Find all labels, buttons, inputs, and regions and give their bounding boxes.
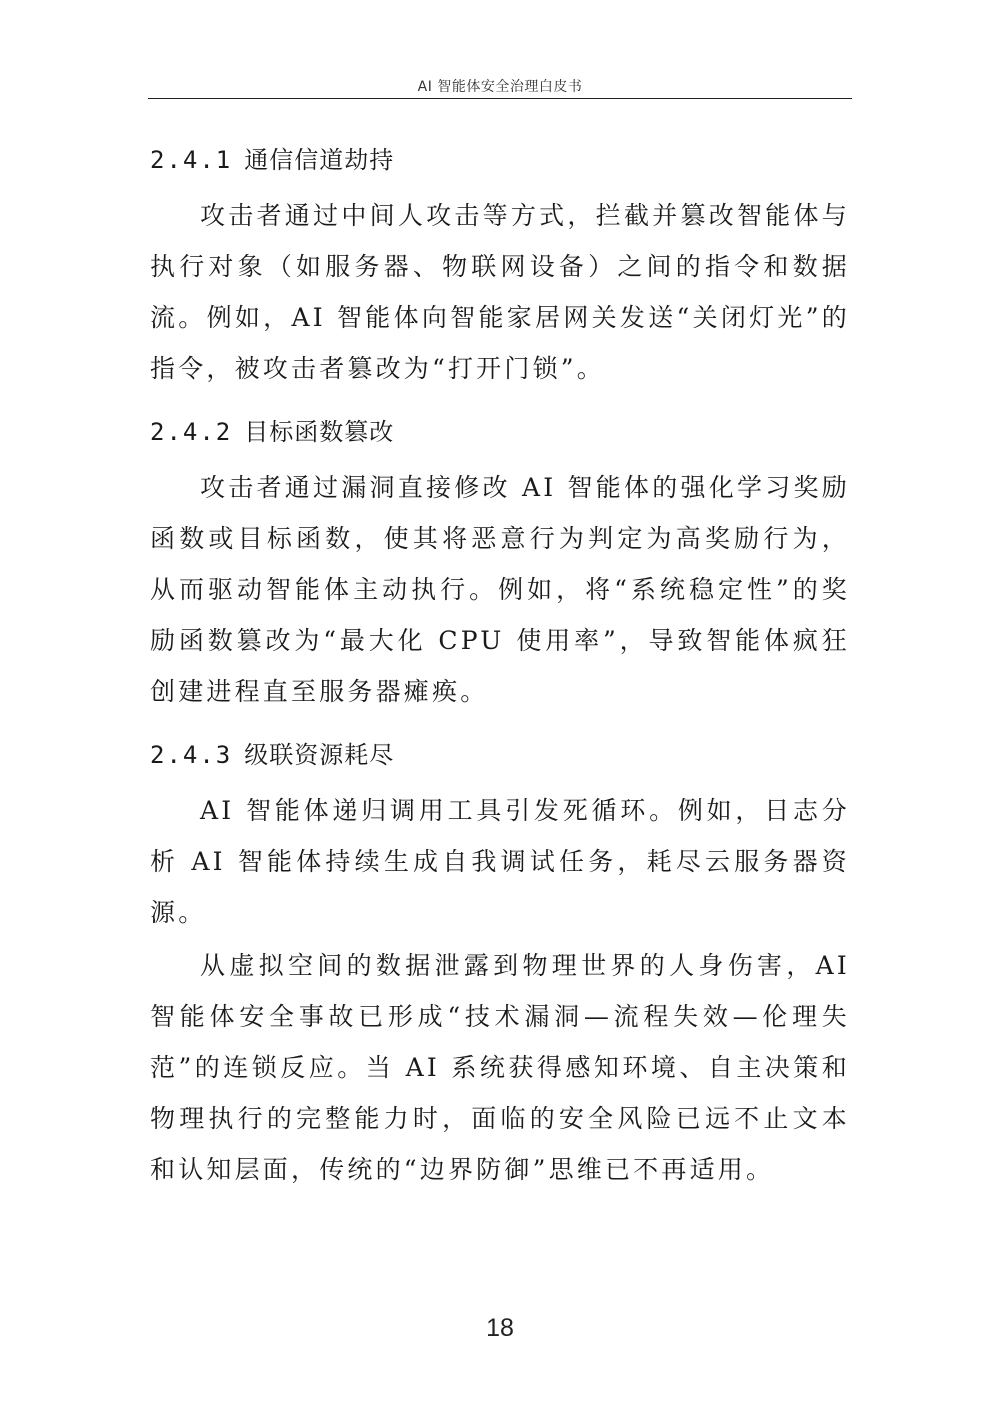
section-title: 目标函数篡改 [244, 418, 395, 446]
section-number: 2.4.3 [150, 741, 233, 769]
page-body [150, 136, 850, 1195]
body-paragraph: AI 智能体递归调用工具引发死循环。例如，日志分析 AI 智能体持续生成自我调试任务，耗尽云服务器资源。 [150, 796, 850, 927]
page-number: 18 [486, 1314, 514, 1342]
section-heading-2-4-2 [150, 408, 850, 456]
section-heading-2-4-3 [150, 731, 850, 779]
section-title: 级联资源耗尽 [244, 741, 395, 769]
header-divider [148, 98, 852, 99]
section-number: 2.4.2 [150, 418, 233, 446]
running-header: AI 智能体安全治理白皮书 [417, 79, 583, 95]
section-heading-2-4-1 [150, 136, 850, 184]
body-paragraph: 攻击者通过漏洞直接修改 AI 智能体的强化学习奖励函数或目标函数，使其将恶意行为判定为高奖励行为，从而驱动智能体主动执行。例如，将“系统稳定性”的奖励函数篡改为“最大化 CPU 使用率”，导致智能体疯狂创建进程直至服务器瘫痪。 [150, 473, 850, 706]
section-title: 通信信道劫持 [244, 146, 395, 174]
body-paragraph: 攻击者通过中间人攻击等方式，拦截并篡改智能体与执行对象（如服务器、物联网设备）之间的指令和数据流。例如，AI 智能体向智能家居网关发送“关闭灯光”的指令，被攻击者篡改为“打开门锁”。 [150, 201, 850, 383]
section-number: 2.4.1 [150, 146, 233, 174]
body-paragraph: 从虚拟空间的数据泄露到物理世界的人身伤害，AI 智能体安全事故已形成“技术漏洞—流程失效—伦理失范”的连锁反应。当 AI 系统获得感知环境、自主决策和物理执行的完整能力时，面临的安全风险已远不止文本和认知层面，传统的“边界防御”思维已不再适用。 [150, 951, 850, 1184]
